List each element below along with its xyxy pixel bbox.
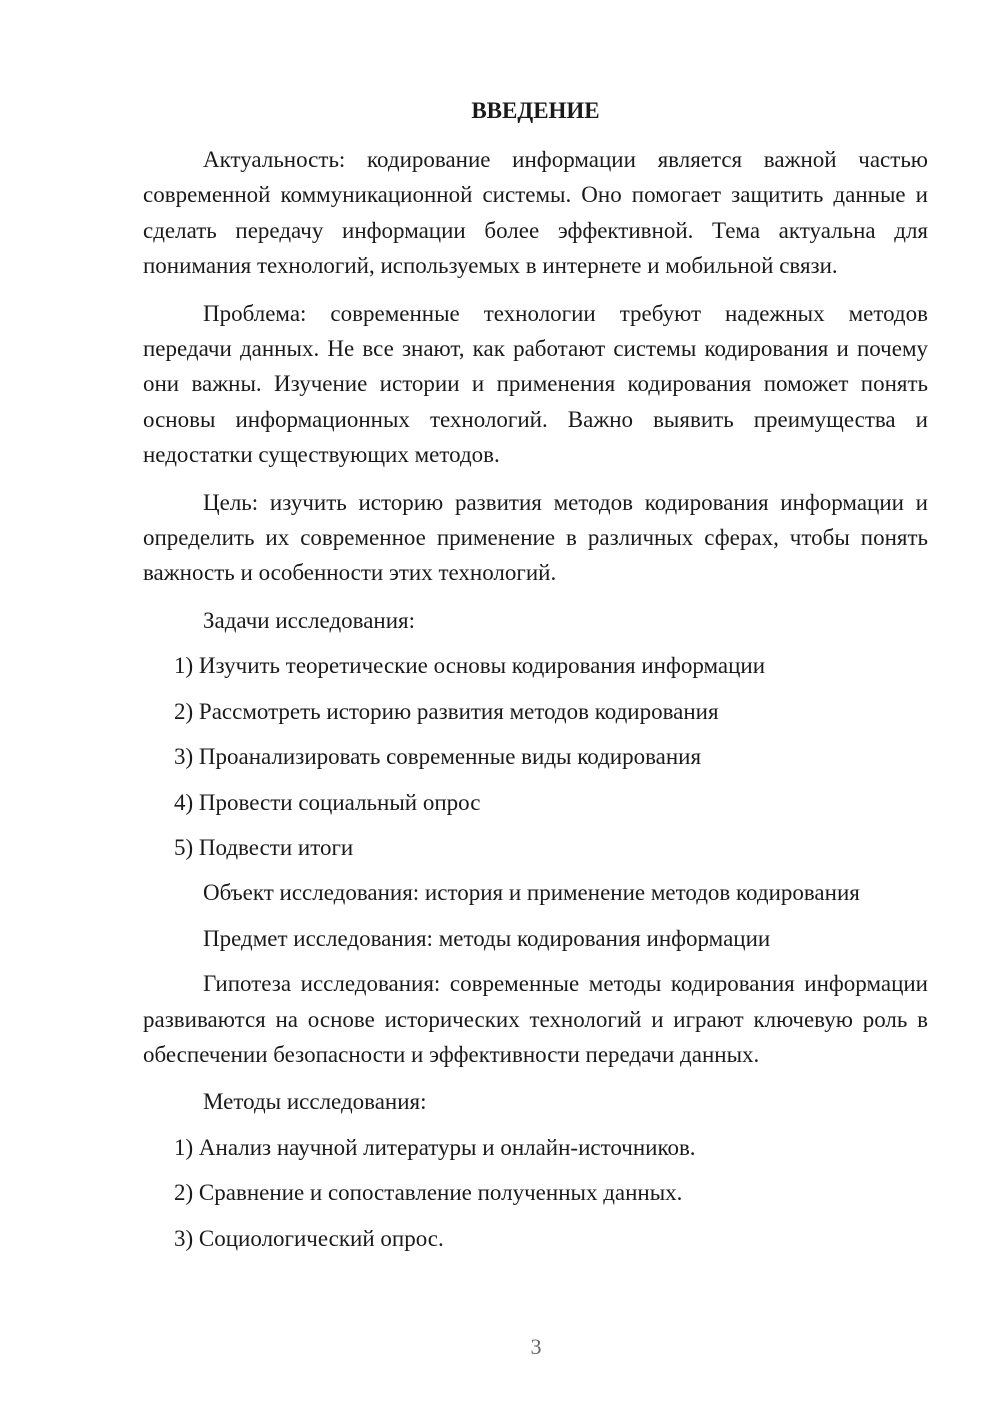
list-item-method-2: 2) Сравнение и сопоставление полученных данных. xyxy=(174,1180,683,1206)
hypothesis-paragraph: Гипотеза исследования: современные методы кодирования информации развиваются на основе исторических технологий и играют ключевую роль в обеспечении безопасности и эффективности передачи данных. xyxy=(143,971,928,1067)
list-item-method-3: 3) Социологический опрос. xyxy=(174,1225,444,1251)
page-number: 3 xyxy=(530,1334,542,1359)
tasks-list xyxy=(143,648,928,865)
page-title: ВВЕДЕНИЕ xyxy=(471,98,600,123)
methods-list xyxy=(143,1130,928,1256)
goal-paragraph: Цель: изучить историю развития методов кодирования информации и определить их современное применение в различных сферах, чтобы понять важность и особенности этих технологий. xyxy=(143,489,928,586)
list-item-task-5: 5) Подвести итоги xyxy=(174,834,354,860)
research-object: Объект исследования: история и применение методов кодирования xyxy=(203,880,860,906)
research-subject: Предмет исследования: методы кодирования информации xyxy=(203,925,771,951)
list-item-task-2: 2) Рассмотреть историю развития методов кодирования xyxy=(174,698,719,724)
problem-paragraph: Проблема: современные технологии требуют надежных методов передачи данных. Не все знают, как работают системы кодирования и почему они важны. Изучение истории и применения кодирования поможет понять основы информационных технологий. Важно выявить преимущества и недостатки существующих методов. xyxy=(143,300,928,468)
tasks-heading: Задачи исследования: xyxy=(203,607,416,633)
list-item-method-1: 1) Анализ научной литературы и онлайн-источников. xyxy=(174,1134,696,1160)
methods-heading: Методы исследования: xyxy=(203,1089,427,1115)
relevance-paragraph: Актуальность: кодирование информации является важной частью современной коммуникационной системы. Оно помогает защитить данные и сделать передачу информации более эффективной. Тема актуальна для понимания технологий, используемых в интернете и мобильной связи. xyxy=(143,147,928,279)
list-item-task-4: 4) Провести социальный опрос xyxy=(174,789,481,815)
page-content xyxy=(143,96,928,1266)
list-item-task-1: 1) Изучить теоретические основы кодирования информации xyxy=(174,653,766,679)
list-item-task-3: 3) Проанализировать современные виды кодирования xyxy=(174,744,702,770)
